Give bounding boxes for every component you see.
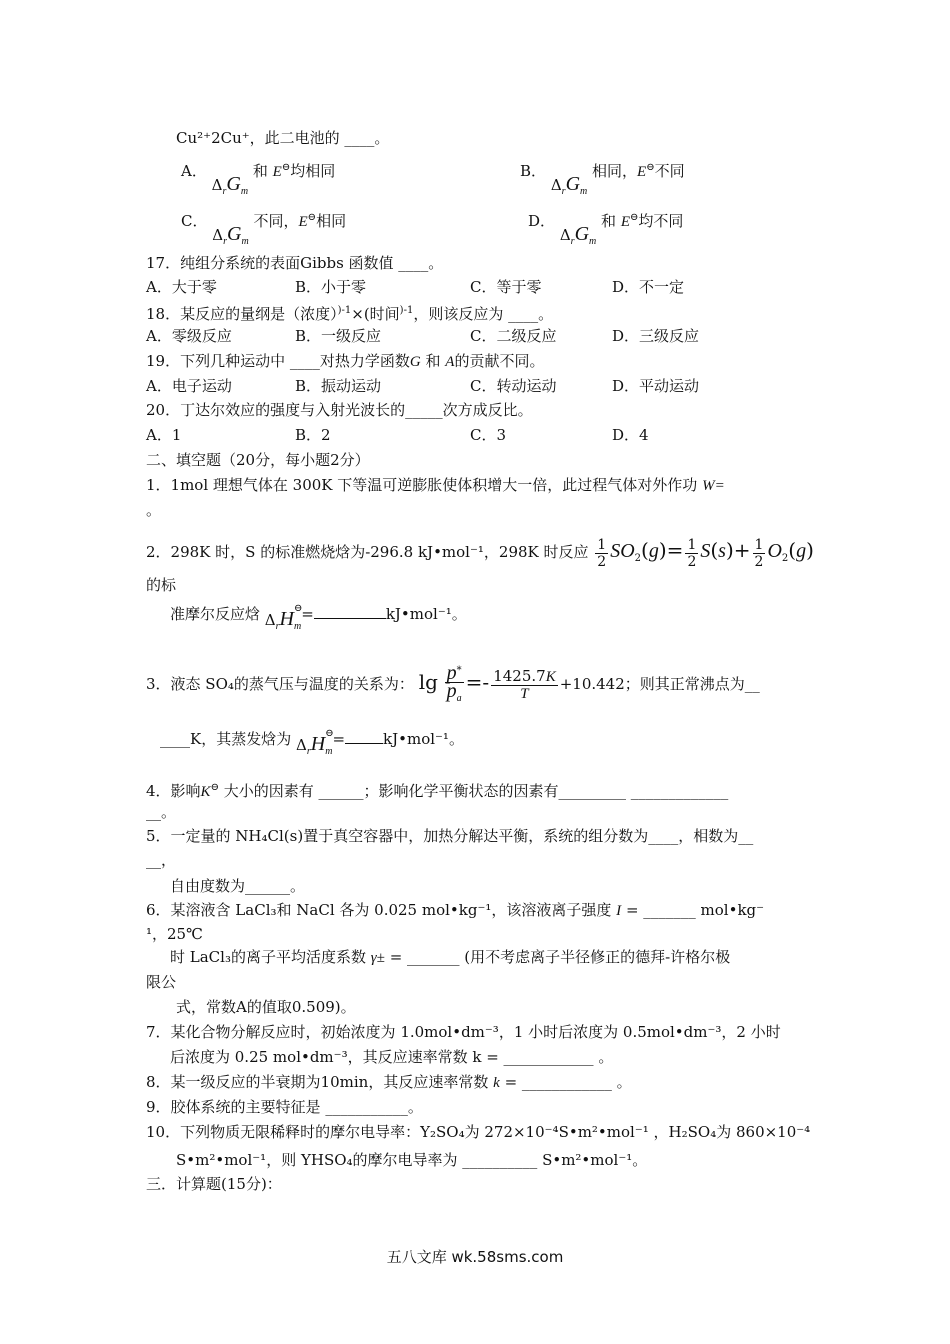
q18-option-b: B．一级反应 [295,327,382,345]
fill-6-cont2: 时 LaCl₃的离子平均活度系数 γ± = _______ (用不考虑离子半径修正的德拜-许格尔极 [170,948,731,966]
fill-9: 9．胶体系统的主要特征是 ___________。 [146,1098,423,1116]
fill-4: 4．影响K⊖ 大小的因素有 ______；影响化学平衡状态的因素有_________ _____________ [146,782,729,800]
fill-5-cont2: 自由度数为______。 [170,877,306,895]
fill-5: 5．一定量的 NH₄Cl(s)置于真空容器中，加热分解达平衡，系统的组分数为____，相数为__ [146,827,754,845]
q19-stem: 19．下列几种运动中 ____对热力学函数G 和 A的贡献不同。 [146,352,545,370]
fill-6-cont1: ¹，25℃ [146,925,203,943]
q17-option-c: C．等于零 [470,278,542,296]
q20-option-d: D．4 [612,426,649,444]
fill-2-cont2: 准摩尔反应焓 $\Delta_rH_m$ ⊖ = kJ•mol⁻¹。 [170,603,467,632]
fill-3: 3．液态 SO₄的蒸气压与温度的关系为： lg $\frac{p^*}{p_a}$ =- $\frac{1425.7K}{T}$ +10.442；则其正常沸点为__ [146,662,760,704]
fill-1-cont: 。 [146,501,162,519]
section-3-heading: 三．计算题(15分)： [146,1175,282,1193]
fill-8: 8．某一级反应的半衰期为10min，其反应速率常数 k = ____________ 。 [146,1073,632,1091]
q16-option-b: B． $\Delta_rG_m$ 相同，E⊖不同 [520,162,685,197]
q18-option-c: C．二级反应 [470,327,557,345]
fill-1: 1．1mol 理想气体在 300K 下等温可逆膨胀使体积增大一倍，此过程气体对外作功 W= [146,476,725,494]
fill-6-cont4: 式，常数A的值取0.509)。 [176,998,356,1016]
fill-7-cont: 后浓度为 0.25 mol•dm⁻³，其反应速率常数 k = ____________ 。 [170,1048,614,1066]
fill-5-cont1: __， [146,851,177,869]
q18-option-a: A．零级反应 [146,327,232,345]
q16-stem: Cu²⁺2Cu⁺，此二电池的 ____。 [176,129,390,147]
q20-option-a: A．1 [146,426,182,444]
q18-option-d: D．三级反应 [612,327,700,345]
fill-3-cont: ____K，其蒸发焓为 $\Delta_rH_m$ ⊖ = kJ•mol⁻¹。 [160,728,464,757]
fill-10: 10．下列物质无限稀释时的摩尔电导率：Y₂SO₄为 272×10⁻⁴S•m²•mol⁻¹ ，H₂SO₄为 860×10⁻⁴ [146,1123,811,1141]
q20-option-c: C．3 [470,426,507,444]
fill-7: 7．某化合物分解反应时，初始浓度为 1.0mol•dm⁻³，1 小时后浓度为 0.5mol•dm⁻³，2 小时 [146,1023,781,1041]
q16-option-d: D． $\Delta_rG_m$ 和 E⊖均不同 [528,212,684,247]
q20-option-b: B．2 [295,426,331,444]
q17-option-b: B．小于零 [295,278,367,296]
q19-option-d: D．平动运动 [612,377,700,395]
q17-option-a: A．大于零 [146,278,217,296]
q16-option-c: C． $\Delta_rG_m$ 不同，E⊖相同 [181,212,347,247]
q20-stem: 20．丁达尔效应的强度与入射光波长的_____次方成反比。 [146,401,533,419]
q17-stem: 17．纯组分系统的表面Gibbs 函数值 ____。 [146,254,444,272]
q18-stem: 18．某反应的量纲是（浓度）$^{)-1}$×(时间$^{)-1}$，则该反应为 ____。 [146,305,554,323]
section-2-heading: 二、填空题（20分，每小题2分） [146,451,370,469]
fill-2-cont1: 的标 [146,576,177,594]
q19-option-a: A．电子运动 [146,377,232,395]
q19-option-b: B．振动运动 [295,377,382,395]
q16-option-a: A． $\Delta_rG_m$ 和 E⊖均相同 [181,162,336,197]
fill-6: 6．某溶液含 LaCl₃和 NaCl 各为 0.025 mol•kg⁻¹，该溶液离子强度 I = _______ mol•kg⁻ [146,901,765,919]
q19-option-c: C．转动运动 [470,377,557,395]
fill-6-cont3: 限公 [146,973,177,991]
fill-2: 2．298K 时，S 的标准燃烧焓为-296.8 kJ•mol⁻¹，298K 时反应 $\frac{1}{2}$ $SO_2(g)=$ $\frac{1}{2}$ S(s)+ $\frac{1}{2}$ $O_2(g)$ [146,536,814,570]
fill-4-cont: __。 [146,803,177,821]
q17-option-d: D．不一定 [612,278,685,296]
fill-10-cont: S•m²•mol⁻¹，则 YHSO₄的摩尔电导率为 __________ S•m²•mol⁻¹。 [176,1151,648,1169]
footer-watermark: 五八文库 wk.58sms.com [386,1248,564,1266]
